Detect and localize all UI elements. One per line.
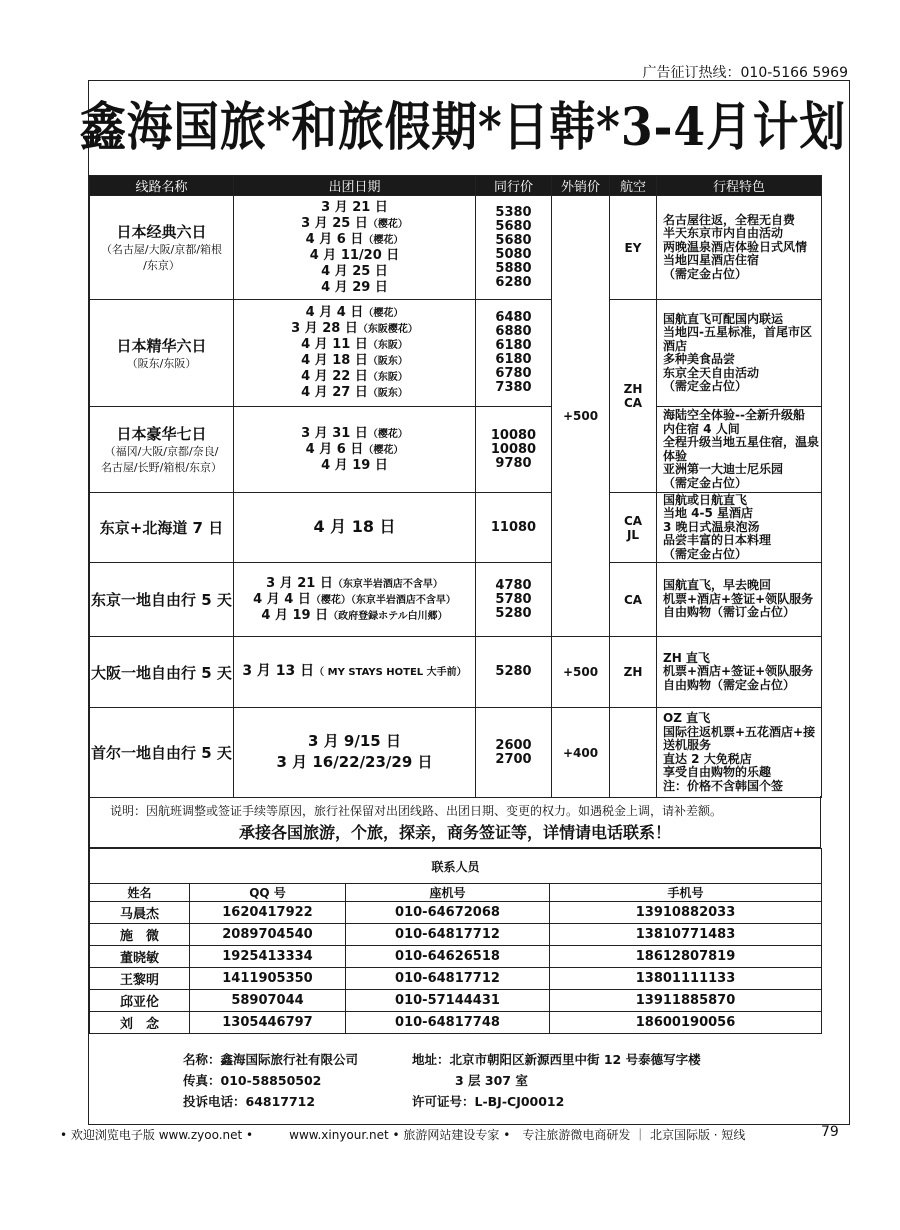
route-dates-cell — [234, 300, 476, 407]
trade-price: 6280 — [495, 274, 532, 290]
date-text: 4 月 18 日 — [301, 353, 368, 368]
itinerary-features-cell — [657, 637, 822, 708]
date-note: （东阪） — [367, 340, 408, 351]
contact-row — [90, 902, 822, 924]
route-name-cell — [90, 563, 234, 637]
footer-text: • 欢迎浏览电子版 www.zyoo.net • www.xinyour.net • 旅游网站建设专家 • 专注旅游微电商研发 ｜ 北京国际版 · 短线 — [60, 1128, 746, 1142]
route-row — [90, 196, 822, 300]
route-name: 日本经典六日 — [116, 223, 207, 241]
feature-line: 当地四星酒店住宿 — [663, 253, 760, 268]
trade-price: 2600 — [495, 737, 532, 753]
date-text: 4 月 25 日 — [321, 263, 388, 279]
feature-line: 机票+酒店+签证+领队服务 — [663, 591, 814, 606]
contact-header-cell: QQ 号 — [190, 884, 346, 902]
contact-landline: 010-64817712 — [346, 924, 550, 946]
contact-row — [90, 990, 822, 1012]
itinerary-features-cell — [657, 407, 822, 493]
date-note: （东阪） — [367, 372, 408, 383]
route-subtitle: 名古屋/长野/箱根/东京） — [100, 461, 223, 474]
route-dates-cell — [234, 708, 476, 798]
route-row — [90, 407, 822, 493]
contact-table-body — [90, 849, 822, 1034]
contact-mobile: 18612807819 — [550, 946, 822, 968]
departure-date — [234, 248, 475, 264]
retail-markup-cell: +500 — [552, 196, 610, 637]
contact-name: 邱亚伦 — [90, 990, 190, 1012]
route-row — [90, 493, 822, 563]
trade-price: 5780 — [495, 591, 532, 607]
header-cell: 外销价 — [552, 176, 610, 196]
feature-line: 东京全天自由活动 — [663, 365, 760, 380]
airline-code: ZH CA — [623, 382, 643, 410]
header-cell: 航空 — [610, 176, 657, 196]
departure-date — [234, 592, 475, 608]
route-dates-cell — [234, 637, 476, 708]
company-address: 地址：北京市朝阳区新源西里中街 12 号泰德写字楼 — [412, 1052, 701, 1067]
date-text: 4 月 11/20 日 — [309, 247, 400, 263]
header-cell: 线路名称 — [90, 176, 234, 196]
departure-date — [234, 232, 475, 248]
trade-price: 2700 — [495, 751, 532, 767]
departure-date — [234, 458, 475, 474]
trade-price: 4780 — [495, 577, 532, 593]
route-subtitle: （名古屋/大阪/京都/箱根 — [100, 243, 223, 256]
route-dates-cell — [234, 196, 476, 300]
route-subtitle: /东京） — [143, 259, 180, 272]
feature-line: （需定金占位） — [663, 266, 748, 281]
feature-line: 内住宿 4 人间 — [663, 421, 740, 436]
retail-markup-cell: +400 — [552, 708, 610, 798]
contacts-header-row — [90, 884, 822, 902]
contact-qq: 1411905350 — [190, 968, 346, 990]
trade-price-cell — [476, 563, 552, 637]
date-note: （阪东） — [367, 356, 408, 367]
trade-price-cell — [476, 196, 552, 300]
airline-cell — [610, 196, 657, 300]
date-text: 4 月 6 日 — [305, 441, 364, 457]
date-text: 4 月 29 日 — [321, 279, 388, 295]
itinerary-features-cell — [657, 493, 822, 563]
feature-line: 当地四-五星标准，首尾市区 — [663, 325, 812, 339]
route-dates-cell — [234, 493, 476, 563]
contact-name: 刘 念 — [90, 1012, 190, 1034]
departure-date — [234, 321, 475, 337]
contacts-title: 联系人员 — [90, 849, 822, 884]
contact-table — [89, 848, 822, 1034]
trade-price: 5680 — [495, 232, 532, 248]
contact-name: 马晨杰 — [90, 902, 190, 924]
trade-price: 6480 — [495, 310, 532, 325]
route-subtitle: （福冈/大阪/京都/奈良/ — [104, 445, 219, 458]
route-dates-cell — [234, 563, 476, 637]
feature-line: 享受自由购物的乐趣 — [663, 765, 772, 779]
feature-line: 国航直飞可配国内联运 — [663, 311, 784, 326]
route-name: 东京一地自由行 5 天 — [91, 591, 232, 609]
date-text: 3 月 16/22/23/29 日 — [276, 752, 433, 771]
trade-price: 6780 — [495, 366, 532, 381]
departure-date — [234, 608, 475, 624]
date-note: （樱花） — [363, 444, 404, 456]
contact-qq: 1925413334 — [190, 946, 346, 968]
route-name: 大阪一地自由行 5 天 — [91, 663, 232, 682]
airline-code: EY — [624, 240, 642, 255]
departure-date — [234, 442, 475, 458]
trade-price: 7380 — [495, 380, 532, 395]
route-name: 首尔一地自由行 5 天 — [91, 744, 232, 762]
feature-line: 国航或日航直飞 — [663, 492, 748, 507]
date-text: 3 月 28 日 — [291, 321, 358, 336]
contact-mobile: 13910882033 — [550, 902, 822, 924]
feature-line: 多种美食品尝 — [663, 352, 736, 366]
feature-line: 海陆空全体验--全新升级船 — [663, 408, 805, 422]
retail-markup-cell: +500 — [552, 637, 610, 708]
date-note: （ MY STAYS HOTEL 大手前） — [314, 667, 467, 678]
departure-date — [234, 426, 475, 442]
date-note: （樱花） — [363, 308, 404, 319]
contact-header-cell: 姓名 — [90, 884, 190, 902]
departure-date — [234, 200, 475, 216]
contact-mobile: 13810771483 — [550, 924, 822, 946]
date-note: （东京半岩酒店不含早） — [332, 578, 443, 590]
ad-hotline: 广告征订热线：010-5166 5969 — [642, 65, 848, 81]
contact-row — [90, 968, 822, 990]
feature-line: OZ 直飞 — [663, 711, 711, 725]
feature-line: 机票+酒店+签证+领队服务 — [663, 664, 814, 679]
feature-line: 送机服务 — [663, 738, 712, 752]
departure-date — [234, 369, 475, 385]
trade-price-cell — [476, 407, 552, 493]
feature-line: 体验 — [663, 448, 688, 463]
feature-line: 半天东京市内自由活动 — [663, 226, 784, 241]
trade-price: 5280 — [495, 664, 532, 679]
feature-line: 国际往返机票+五花酒店+接 — [663, 724, 816, 739]
feature-line: 直达 2 大免税店 — [663, 751, 752, 766]
company-address-line2: 3 层 307 室 — [455, 1073, 528, 1088]
feature-line: 3 晚日式温泉泡汤 — [663, 519, 760, 534]
page-number: 79 — [821, 1124, 839, 1140]
departure-date — [234, 576, 475, 592]
page-title: 鑫海国旅*和旅假期*日韩*3-4月计划 — [80, 97, 847, 158]
route-table-body — [90, 176, 822, 798]
departure-date — [234, 337, 475, 353]
contact-mobile: 18600190056 — [550, 1012, 822, 1034]
contact-qq: 1305446797 — [190, 1012, 346, 1034]
departure-date — [234, 216, 475, 232]
route-name: 日本精华六日 — [116, 336, 207, 355]
contacts-title-row — [90, 849, 822, 884]
date-note: （东阪樱花） — [357, 324, 418, 335]
contact-name: 董晓敏 — [90, 946, 190, 968]
date-note: （樱花） — [367, 218, 408, 230]
trade-price: 5880 — [495, 260, 532, 276]
company-license: 许可证号：L-BJ-CJ00012 — [412, 1094, 565, 1109]
airline-code: ZH — [623, 665, 643, 679]
company-name: 名称：鑫海国际旅行社有限公司 — [183, 1052, 359, 1067]
date-note: （阪东） — [367, 388, 408, 399]
feature-line: 自由购物（需订金占位） — [663, 605, 796, 620]
header-cell: 同行价 — [476, 176, 552, 196]
date-note: （樱花） — [367, 428, 408, 440]
trade-price: 5380 — [495, 204, 532, 220]
contact-header-cell: 座机号 — [346, 884, 550, 902]
header-cell: 出团日期 — [234, 176, 476, 196]
header-cell: 行程特色 — [657, 176, 822, 196]
date-text: 4 月 27 日 — [301, 385, 368, 400]
feature-line: 当地 4-5 星酒店 — [663, 506, 754, 521]
contact-mobile: 13911885870 — [550, 990, 822, 1012]
slogan: 承接各国旅游，个旅，探亲，商务签证等，详情请电话联系！ — [238, 823, 671, 842]
contact-qq: 2089704540 — [190, 924, 346, 946]
trade-price: 5280 — [495, 605, 532, 621]
route-table — [89, 175, 822, 798]
note-text: 说明：因航班调整或签证手续等原因，旅行社保留对出团线路、出团日期、变更的权力。如遇税金上调，请补差额。 — [110, 804, 723, 818]
departure-date — [234, 664, 475, 680]
trade-price-cell — [476, 637, 552, 708]
route-name-cell — [90, 493, 234, 563]
trade-price-cell — [476, 708, 552, 798]
feature-line: 两晚温泉酒店体验日式风情 — [663, 239, 808, 254]
date-text: 4 月 4 日 — [253, 591, 311, 607]
contact-qq: 1620417922 — [190, 902, 346, 924]
feature-line: （需定金占位） — [663, 475, 748, 490]
trade-price: 6180 — [495, 352, 532, 367]
trade-price: 11080 — [490, 519, 537, 535]
feature-line: 名古屋往返，全程无自费 — [663, 212, 796, 227]
route-name-cell — [90, 637, 234, 708]
date-text: 4 月 19 日 — [321, 457, 388, 473]
date-note: （樱花）（东京半岩酒店不含早） — [310, 594, 456, 606]
contact-row — [90, 1012, 822, 1034]
contact-header-cell: 手机号 — [550, 884, 822, 902]
date-note: （政府登録ホテル白川郷） — [328, 610, 448, 622]
airline-code: CA JL — [623, 513, 643, 542]
contact-row — [90, 946, 822, 968]
route-name: 东京+北海道 7 日 — [99, 519, 224, 537]
table-header-row — [90, 176, 822, 196]
feature-line: 注：价格不含韩国个签 — [663, 778, 784, 793]
date-text: 3 月 13 日 — [242, 663, 315, 679]
date-text: 4 月 18 日 — [313, 516, 396, 536]
trade-price: 10080 — [490, 427, 537, 443]
airline-cell — [610, 493, 657, 563]
departure-date — [234, 385, 475, 401]
departure-date — [234, 353, 475, 369]
frame-top-line — [88, 80, 850, 81]
company-complaint: 投诉电话：64817712 — [183, 1094, 316, 1109]
route-name-cell — [90, 708, 234, 798]
date-text: 3 月 31 日 — [301, 425, 368, 441]
departure-date — [234, 516, 475, 537]
contact-name: 王黎明 — [90, 968, 190, 990]
trade-price: 5680 — [495, 218, 532, 234]
date-text: 4 月 11 日 — [301, 337, 368, 352]
date-text: 4 月 22 日 — [301, 369, 368, 384]
date-text: 3 月 21 日 — [266, 575, 333, 591]
route-row — [90, 637, 822, 708]
contact-qq: 58907044 — [190, 990, 346, 1012]
route-row — [90, 563, 822, 637]
route-name-cell — [90, 196, 234, 300]
airline-cell — [610, 563, 657, 637]
itinerary-features-cell — [657, 300, 822, 407]
trade-price: 5080 — [495, 246, 532, 262]
departure-date — [234, 305, 475, 321]
contact-landline: 010-64672068 — [346, 902, 550, 924]
airline-cell — [610, 300, 657, 493]
departure-date — [234, 264, 475, 280]
contact-row — [90, 924, 822, 946]
trade-price-cell — [476, 300, 552, 407]
feature-line: （需定金占位） — [663, 546, 748, 561]
route-subtitle: （阪东/东阪） — [126, 356, 197, 370]
departure-date — [234, 753, 475, 774]
route-name: 日本豪华七日 — [116, 425, 207, 443]
itinerary-features-cell — [657, 708, 822, 798]
departure-date — [234, 280, 475, 296]
feature-line: 全程升级当地五星住宿，温泉 — [663, 435, 820, 449]
trade-price: 9780 — [495, 455, 532, 471]
contact-landline: 010-64817712 — [346, 968, 550, 990]
date-text: 3 月 21 日 — [321, 199, 388, 215]
route-dates-cell — [234, 407, 476, 493]
itinerary-features-cell — [657, 196, 822, 300]
date-text: 3 月 25 日 — [301, 215, 368, 231]
route-name-cell — [90, 300, 234, 407]
contact-name: 施 微 — [90, 924, 190, 946]
company-fax: 传真：010-58850502 — [183, 1073, 322, 1088]
feature-line: 酒店 — [663, 338, 688, 353]
trade-price: 10080 — [490, 441, 537, 457]
feature-line: 品尝丰富的日本料理 — [663, 533, 772, 548]
route-row — [90, 300, 822, 407]
feature-line: 国航直飞，早去晚回 — [663, 578, 772, 593]
itinerary-features-cell — [657, 563, 822, 637]
date-text: 3 月 9/15 日 — [308, 731, 401, 750]
feature-line: （需定金占位） — [663, 379, 748, 393]
trade-price: 6180 — [495, 338, 532, 353]
airline-cell — [610, 708, 657, 798]
date-note: （樱花） — [363, 234, 404, 246]
contact-landline: 010-64626518 — [346, 946, 550, 968]
route-row — [90, 708, 822, 798]
date-text: 4 月 6 日 — [305, 231, 364, 247]
contact-mobile: 13801111133 — [550, 968, 822, 990]
contact-landline: 010-64817748 — [346, 1012, 550, 1034]
date-text: 4 月 19 日 — [261, 607, 329, 623]
route-name-cell — [90, 407, 234, 493]
feature-line: 自由购物（需定金占位） — [663, 677, 796, 692]
date-text: 4 月 4 日 — [305, 305, 364, 320]
note-box — [89, 796, 821, 848]
contact-landline: 010-57144431 — [346, 990, 550, 1012]
feature-line: ZH 直飞 — [663, 650, 710, 665]
trade-price: 6880 — [495, 324, 532, 339]
airline-code: CA — [623, 592, 643, 607]
trade-price-cell — [476, 493, 552, 563]
airline-cell — [610, 637, 657, 708]
feature-line: 亚洲第一大迪士尼乐园 — [663, 462, 784, 476]
departure-date — [234, 732, 475, 753]
